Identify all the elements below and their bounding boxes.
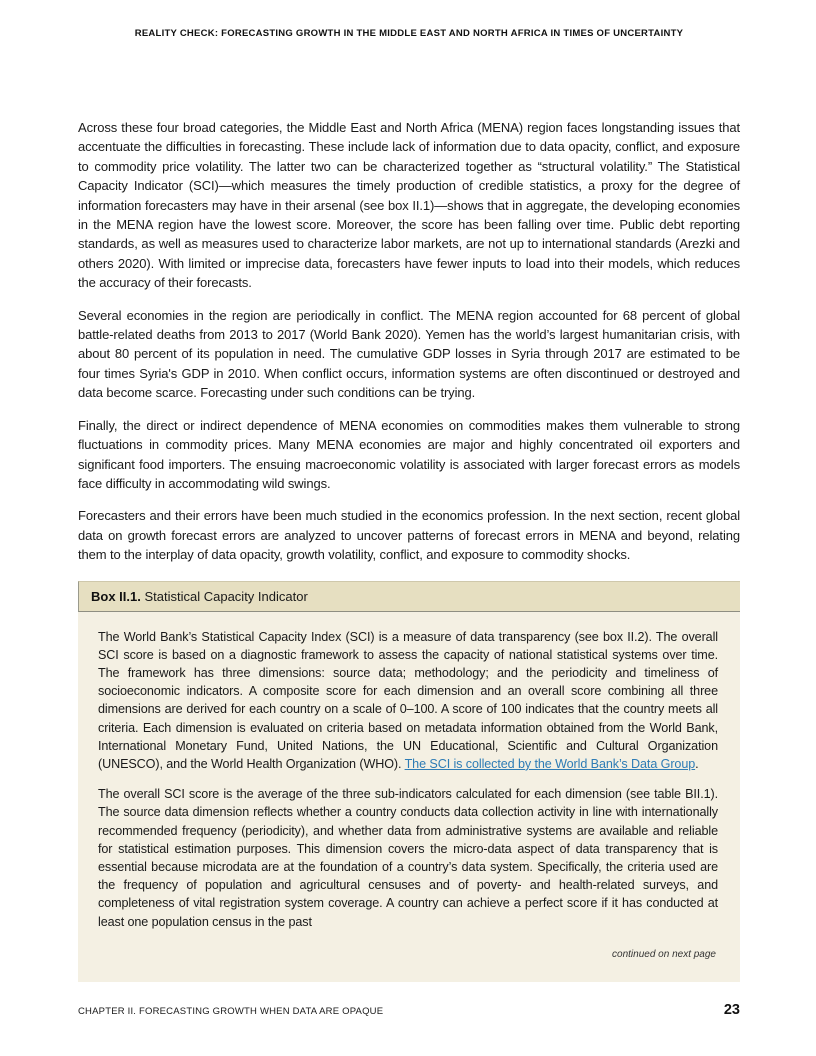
continued-note: continued on next page [612, 948, 716, 960]
body-paragraph-4: Forecasters and their errors have been much studied in the economics profession. In the next section, recent global data on growth forecast errors are analyzed to uncover patterns of forecast errors in MENA and beyond, relating them to the interplay of data opacity, growth volatility, conflict, and exposure to commodity shocks. [78, 508, 740, 563]
box-ii1 [78, 581, 740, 982]
box-paragraph-2: The overall SCI score is the average of the three sub-indicators calculated for each dimension (see table BII.1). The source data dimension reflects whether a country conducts data collection activity in line with internationally recommended frequency (periodicity), and whether data from administrative systems are available and reliable for statistical estimation purposes. This dimension covers the micro-data aspect of data transparency that is essential because microdata are at the foundation of a country’s data system. Specifically, the criteria used are the frequency of population and agricultural censuses and of poverty- and health-related surveys, and completeness of vital registration system coverage. A country can achieve a perfect score if it has conducted at least one population census in the past [98, 787, 718, 929]
box-title: Statistical Capacity Indicator [144, 588, 308, 604]
footer-chapter-title: CHAPTER II. FORECASTING GROWTH WHEN DATA ARE OPAQUE [78, 1006, 384, 1017]
box-paragraph-1 [98, 628, 718, 774]
running-header: REALITY CHECK: FORECASTING GROWTH IN THE MIDDLE EAST AND NORTH AFRICA IN TIMES OF UNCERTAINTY [134, 28, 684, 39]
box-label: Box II.1. [91, 588, 141, 604]
body-paragraph-3: Finally, the direct or indirect dependence of MENA economies on commodities makes them vulnerable to strong fluctuations in commodity prices. Many MENA economies are major and highly concentrated oil exporters and significant food importers. The ensuing macroeconomic volatility is associated with larger forecast errors as models face difficulty in accommodating wild swings. [78, 417, 740, 491]
box-body [78, 612, 740, 982]
box-paragraph-1-text: The World Bank’s Statistical Capacity Index (SCI) is a measure of data transparency (see box II.2). The overall SCI score is based on a diagnostic framework to assess the capacity of national statistical systems over time. The framework has three dimensions: source data; methodology; and the periodicity and timeliness of socioeconomic indicators. A composite score for each dimension and an overall score combining all three dimensions are derived for each country on a scale of 0–100. A score of 100 indicates that the country meets all criteria. Each dimension is evaluated on criteria based on metadata information obtained from the World Bank, International Monetary Fund, United Nations, the UN Educational, Scientific and Cultural Organization (UNESCO), and the World Health Organization (WHO). [98, 629, 718, 771]
body-paragraph-1: Across these four broad categories, the Middle East and North Africa (MENA) region faces longstanding issues that accentuate the difficulties in forecasting. These include lack of information due to data opacity, conflict, and exposure to commodity price volatility. The latter two can be characterized together as “structural volatility.” The Statistical Capacity Indicator (SCI)—which measures the timely production of credible statistics, a proxy for the degree of information forecasters may have in their arsenal (see box II.1)—shows that in aggregate, the developing economies in the MENA region have the lowest score. Moreover, the score has been falling over time. Public debt reporting standards, as well as measures used to characterize labor markets, are not up to international standards (Arezki and others 2020). With limited or imprecise data, forecasters have fewer inputs to load into their models, which reduces the accuracy of their forecasts. [78, 120, 740, 291]
sci-data-group-link[interactable]: The SCI is collected by the World Bank’s Data Group [404, 756, 696, 771]
page-content [78, 118, 740, 982]
box-paragraph-1-after-link: . [695, 756, 699, 771]
page-footer [78, 1002, 740, 1018]
body-paragraph-2: Several economies in the region are periodically in conflict. The MENA region accounted for 68 percent of global battle-related deaths from 2013 to 2017 (World Bank 2020). Yemen has the world’s largest humanitarian crisis, with about 80 percent of its population in need. The cumulative GDP losses in Syria through 2017 are estimated to be four times Syria's GDP in 2010. When conflict occurs, information systems are often discontinued or destroyed and data become scarce. Forecasting under such conditions can be trying. [78, 307, 740, 401]
footer-page-number: 23 [723, 1002, 740, 1018]
box-title-bar [78, 581, 740, 612]
